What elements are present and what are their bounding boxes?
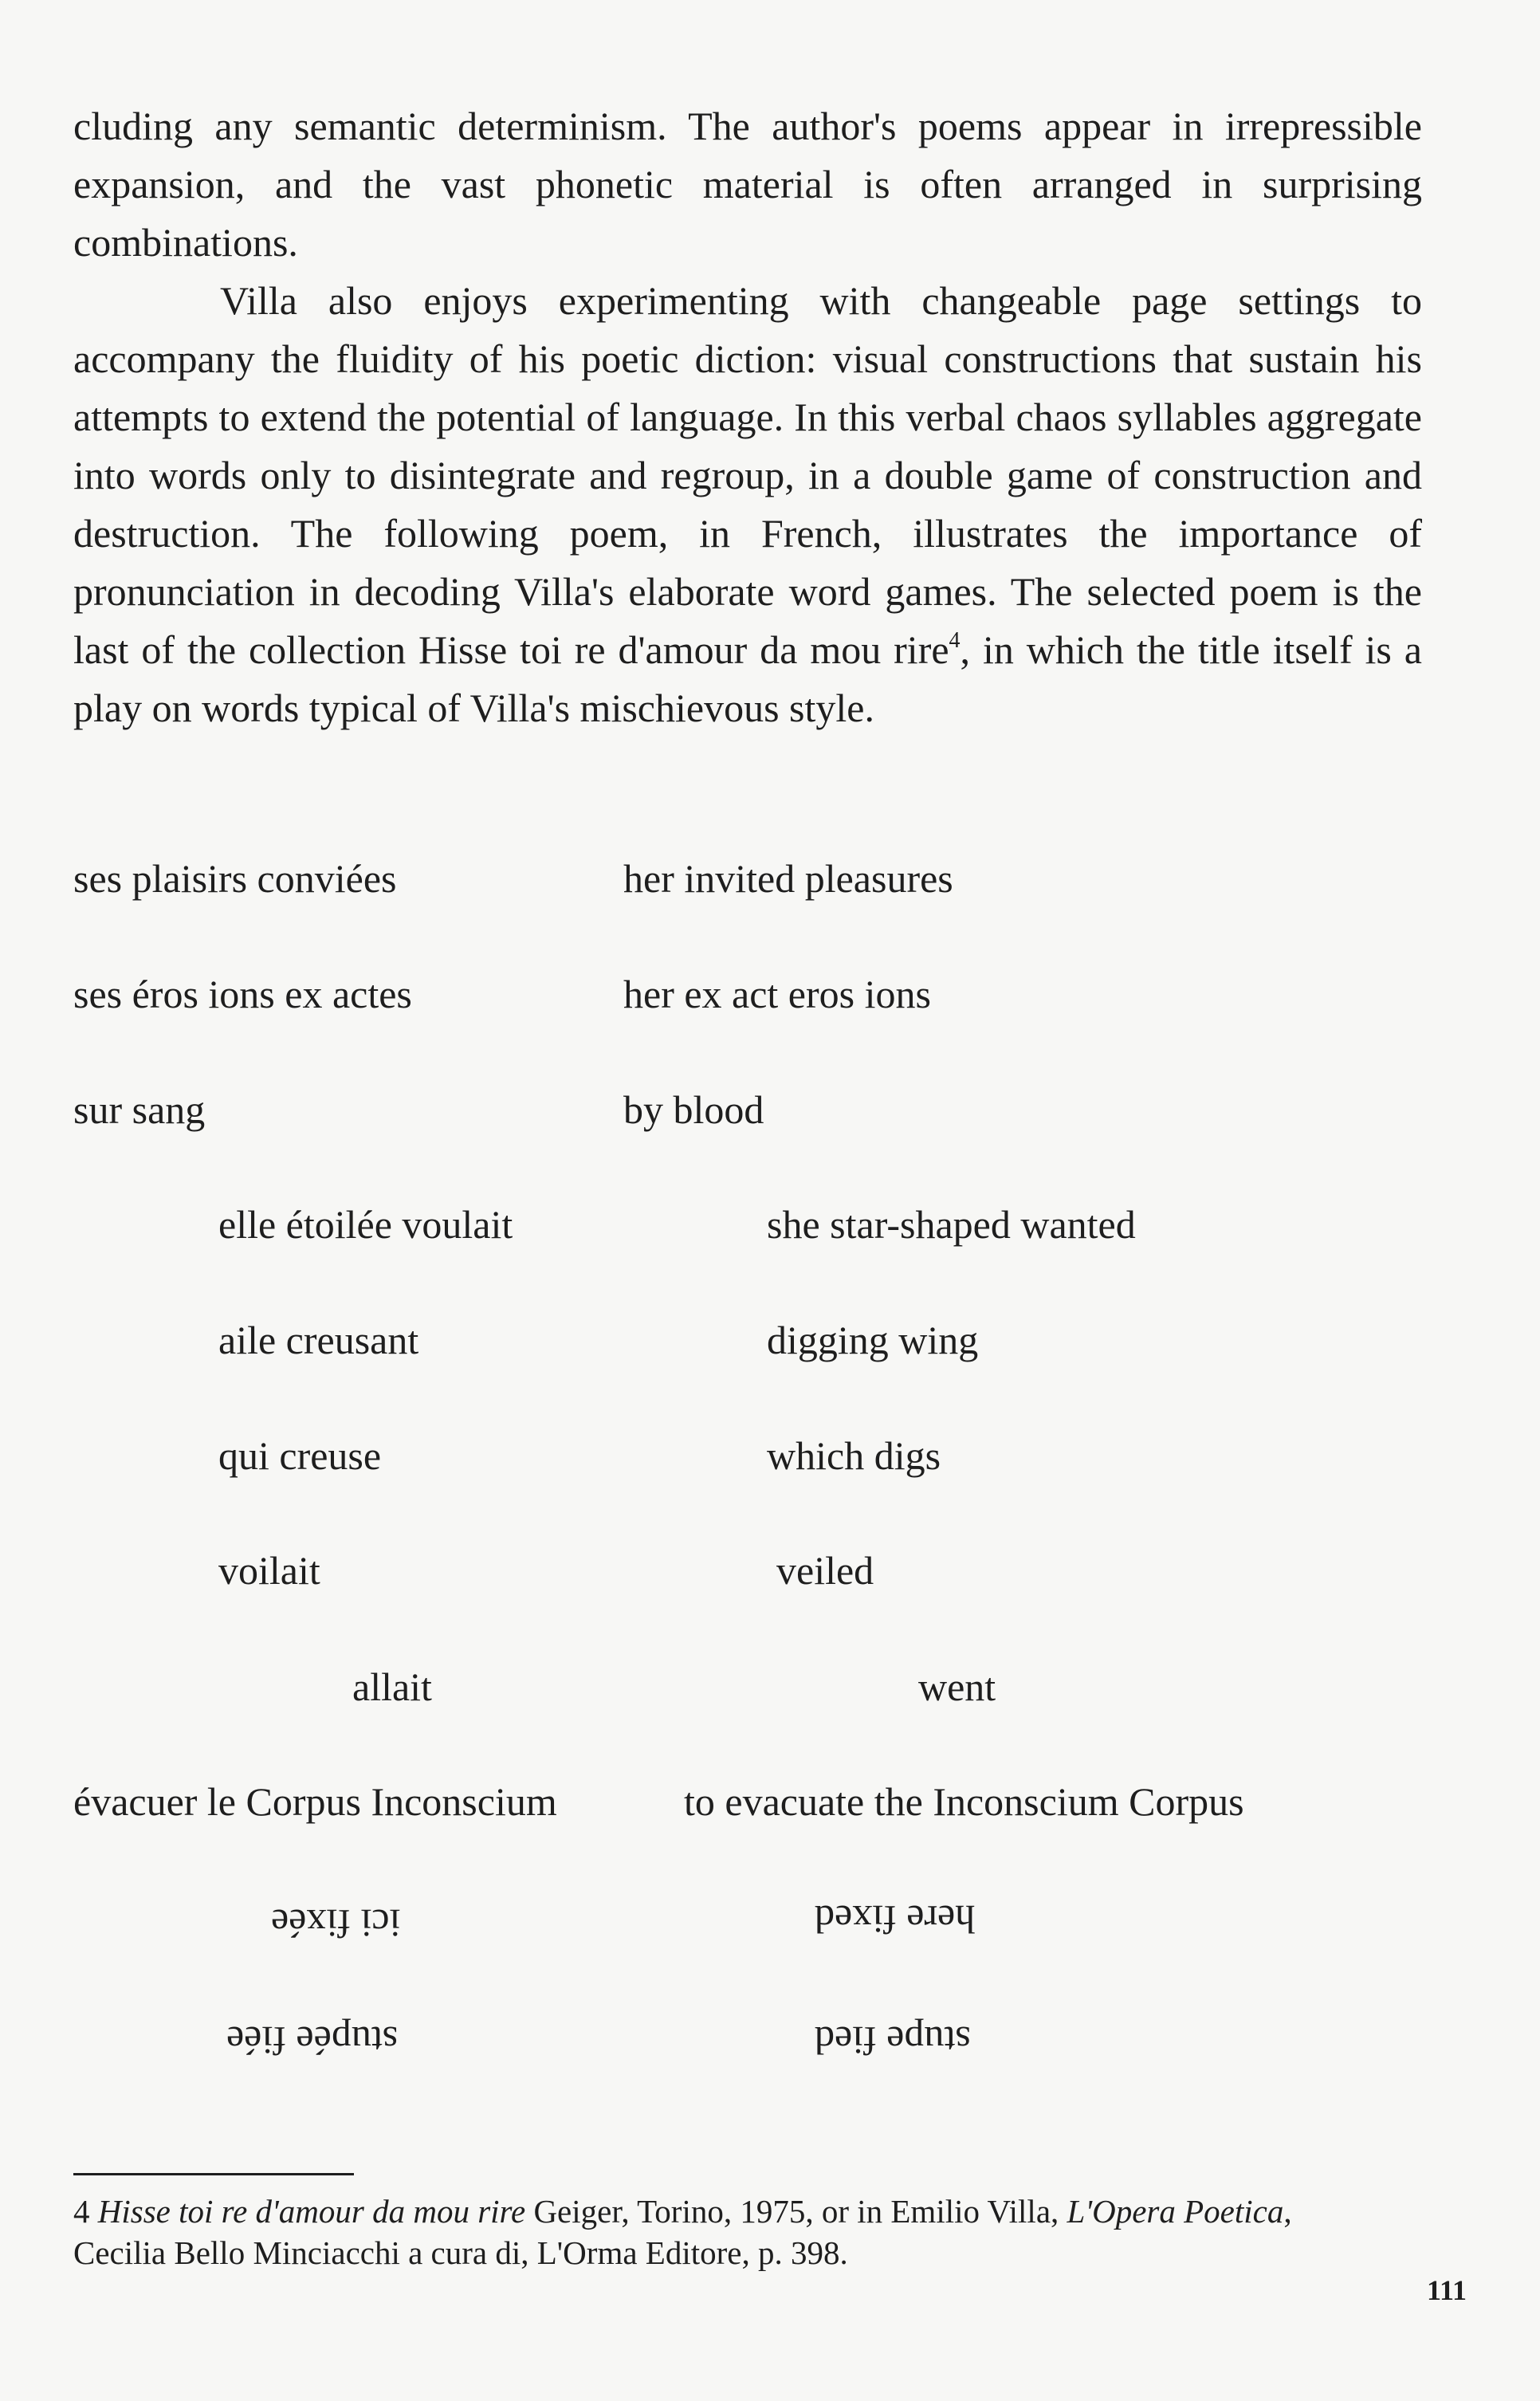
poem-en-line: veiled [776,1548,874,1593]
paragraph-1: cluding any semantic determinism. The author's poems appear in irrepressible expansion, and the vast phonetic material is often arranged in surprising combinations. [73,104,1422,265]
footnote-title: Hisse toi re d'amour da mou rire [97,2193,526,2230]
body-text [73,97,1422,737]
poem-fr-line: allait [352,1664,432,1709]
paragraph-2 [73,272,1422,737]
poem-en-line: went [918,1664,996,1709]
footnote [73,2191,1428,2273]
poem-en-line-inverted [815,2017,971,2065]
poem-en-line: by blood [623,1087,764,1132]
poem-fr-line: qui creuse [218,1433,382,1478]
poem-fr-line: voilait [218,1548,320,1593]
paragraph-2-text-end: , in which the title itself is a play on words typical of Villa's mischievous style. [73,627,1422,730]
poem-fr-line: évacuer le Corpus Inconscium [73,1779,557,1824]
paragraph-2-text: Villa also enjoys experimenting with changeable page settings to accompany the fluidity of his poetic diction: visual constructions that sustain his attempts to extend the potential of language. In this verbal chaos syllables aggregate into words only to disintegrate and regroup, in a double game of construction and destruction. The following poem, in French, illustrates the importance of pronunciation in decoding Villa's elaborate word games. The selected poem is the last of the collection Hisse toi re d'amour da mou rire [73,278,1422,672]
inverted-text: stupée fiée [226,2018,399,2063]
footnote-number: 4 [73,2193,90,2230]
inverted-text: ici fixée [271,1901,401,1946]
poem-fr-line: elle étoilée voulait [218,1202,513,1247]
inverted-text: stupe fied [815,2018,971,2063]
footnote-text: Geiger, Torino, 1975, or in Emilio Villa, [525,2193,1067,2230]
poem-en-line: digging wing [767,1318,979,1362]
footnote-text-line-2: Cecilia Bello Minciacchi a cura di, L'Orma Editore, p. 398. [73,2234,848,2271]
poem-fr-line-inverted [226,2017,398,2065]
inverted-text: here fixed [815,1897,976,1942]
poem-fr-line-inverted [271,1900,400,1947]
poem-en-line: which digs [767,1433,941,1478]
poem-fr-line: ses plaisirs conviées [73,856,397,901]
poem-fr-line: sur sang [73,1087,206,1132]
poem-en-line: she star-shaped wanted [767,1202,1136,1247]
poem-en-line: her invited pleasures [623,856,953,901]
poem-fr-line: aile creusant [218,1318,419,1362]
poem-en-line: her ex act eros ions [623,972,931,1016]
page-number: 111 [1427,2274,1467,2306]
poem-en-line-inverted [815,1896,975,1943]
footnote-reference[interactable]: 4 [949,628,961,653]
footnote-work-title: L'Opera Poetica [1067,2193,1284,2230]
poem-fr-line: ses éros ions ex actes [73,972,412,1016]
footnote-divider [73,2173,354,2175]
footnote-text: , [1283,2193,1292,2230]
poem-en-line: to evacuate the Inconscium Corpus [684,1779,1244,1824]
